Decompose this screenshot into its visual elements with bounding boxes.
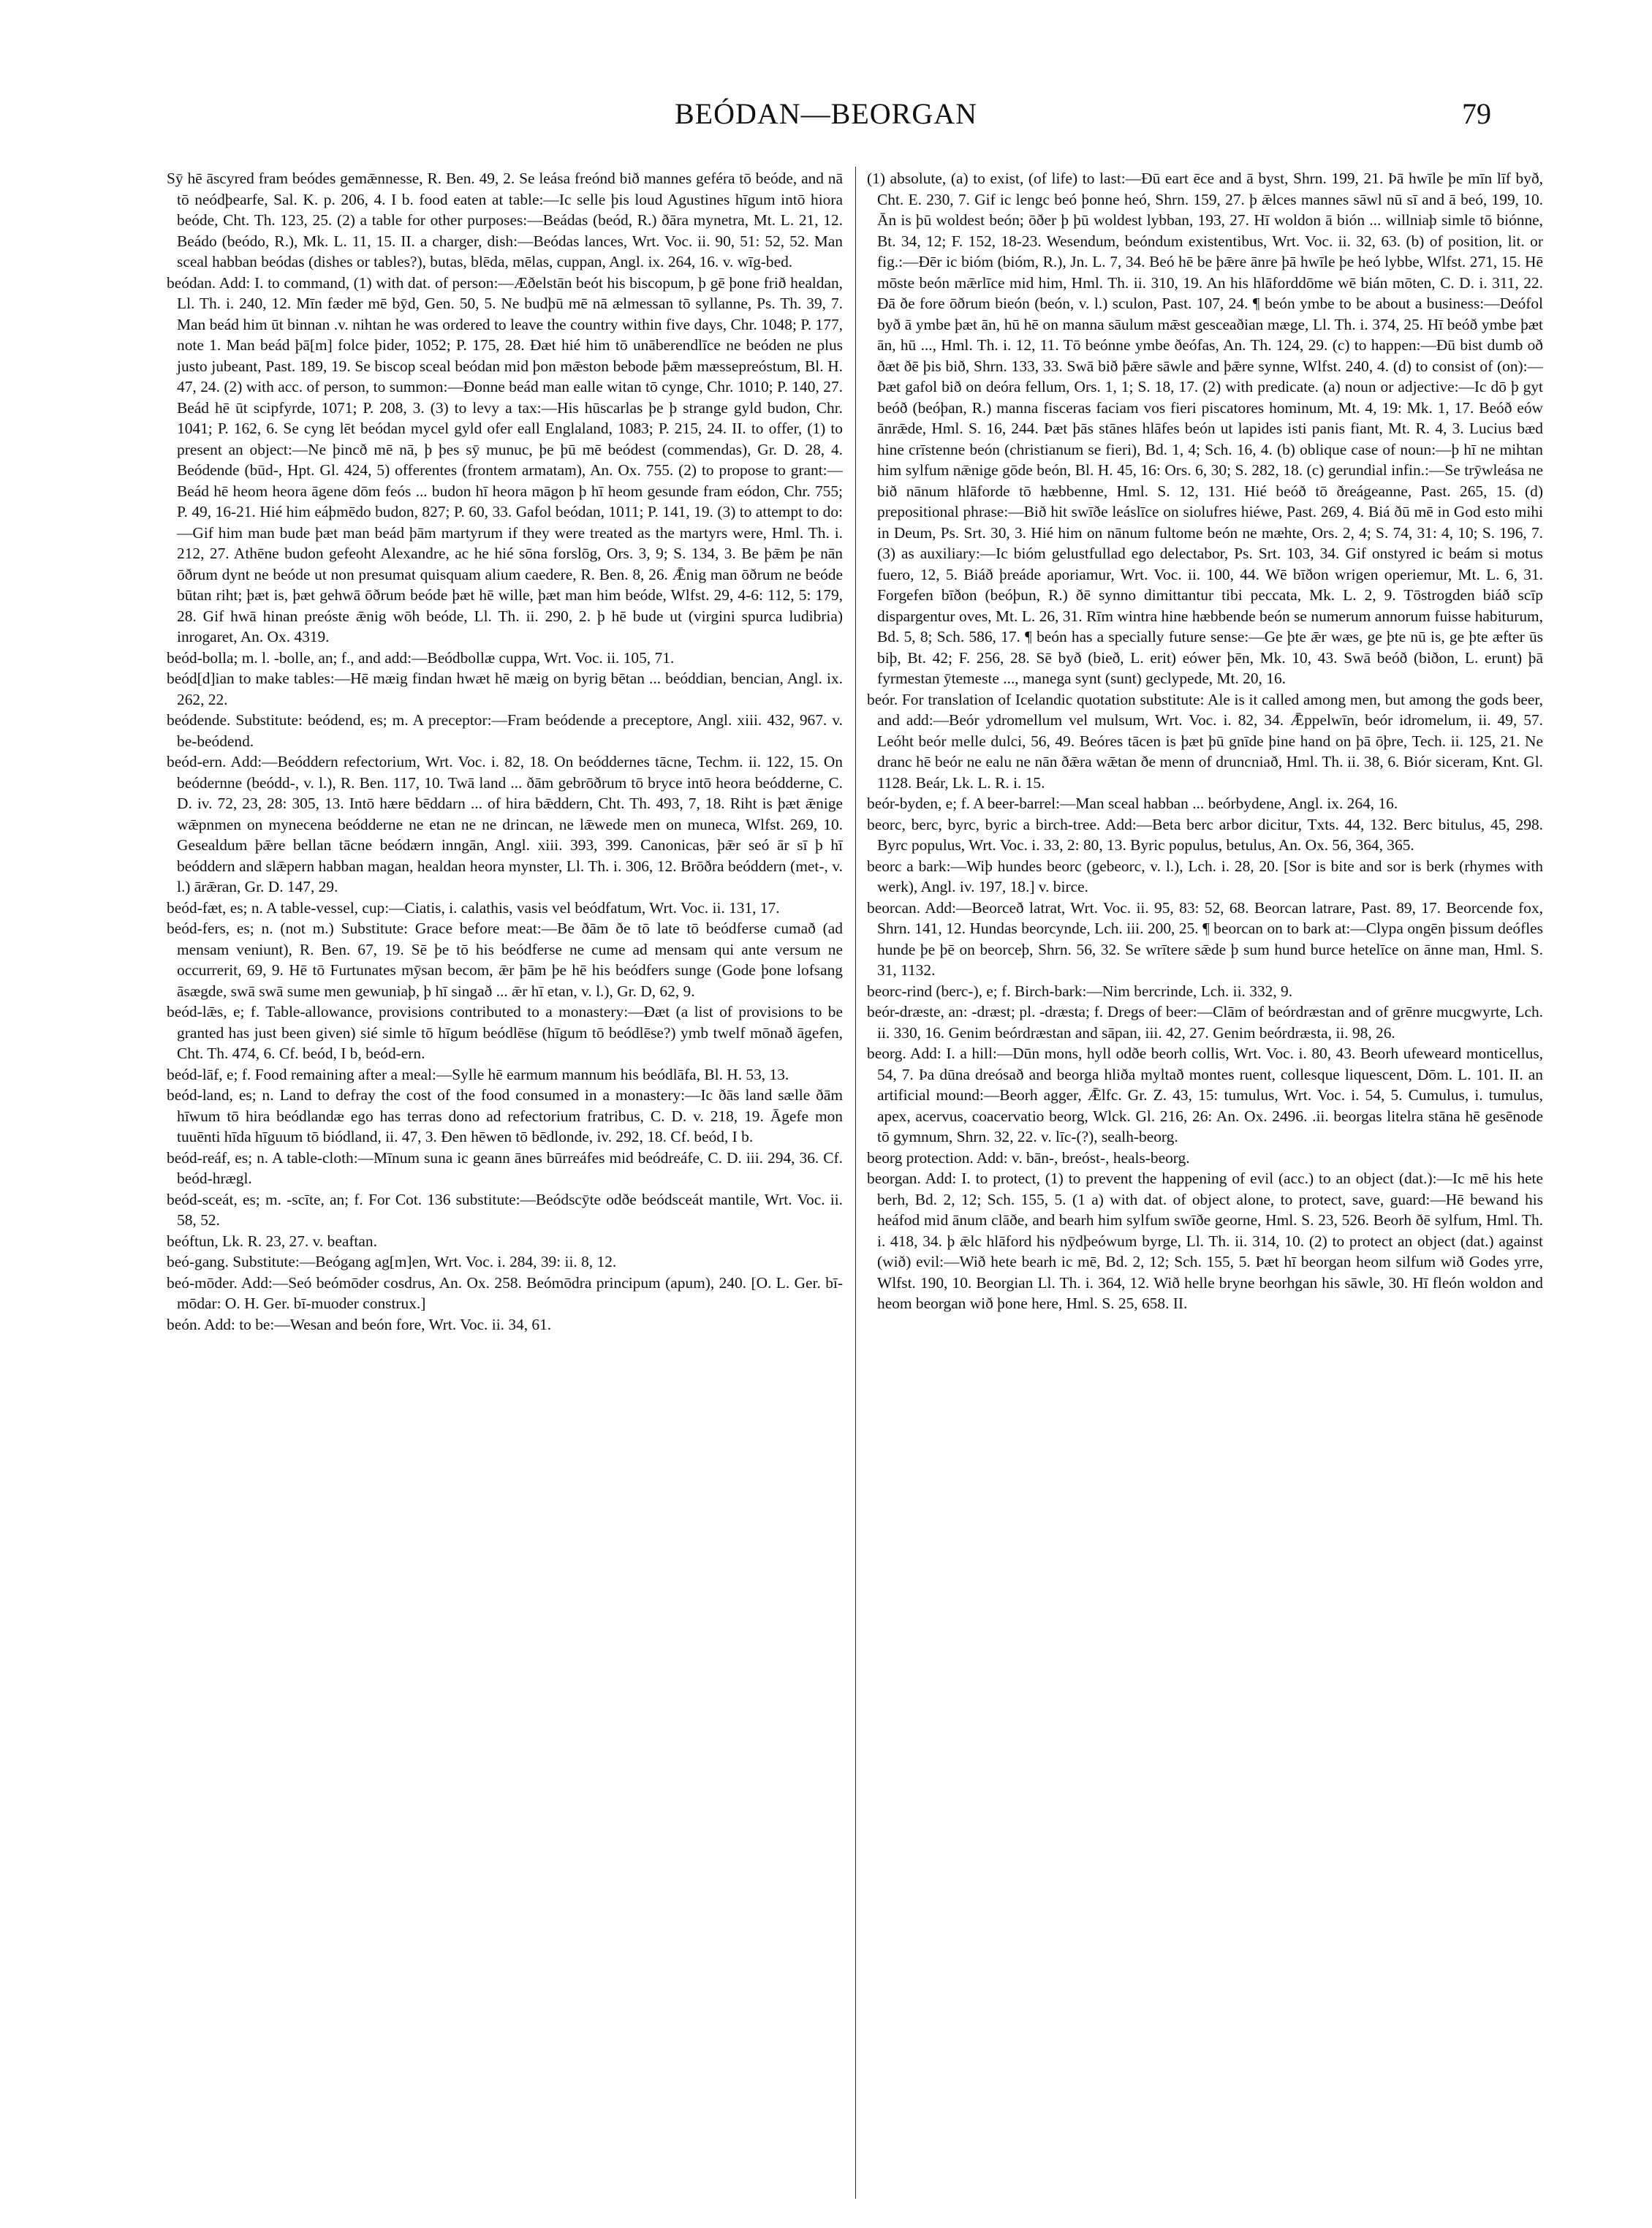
right-column	[867, 168, 1543, 2200]
dictionary-entry: beorgan. Add: I. to protect, (1) to prevent the happening of evil (acc.) to an object (dat.):—Ic mē his hete berh, Bd. 2, 12; Sch. 155, 5. (1 a) with dat. of object alone, to protect, save, guard:—Hē bewand his heáfod mid ānum clāðe, and bearh him sylfum swīðe georne, Hml. S. 23, 526. Beorh ðē sylfum, Hml. Th. i. 418, 34. þ ǣlc hlāford his nȳdþeówum byrge, Ll. Th. ii. 314, 10. (2) to protect an object (dat.) against (wið) evil:—Wið hete bearh ic mē, Bd. 2, 12; Sch. 155, 5. Þæt hī beorgan heom silfum wið Godes yrre, Wlfst. 190, 10. Beorgian Ll. Th. i. 364, 12. Wið helle bryne beorhgan his sāwle, 30. Hī fleón woldon and heom beorgan wið þone here, Hml. S. 25, 658. II.	[867, 1170, 1543, 1312]
dictionary-entry: beorc-rind (berc-), e; f. Birch-bark:—Nim bercrinde, Lch. ii. 332, 9.	[867, 982, 1293, 1000]
dictionary-entry: (1) absolute, (a) to exist, (of life) to last:—Ðū eart ēce and ā byst, Shrn. 199, 21. Þā hwīle þe mīn līf byð, Cht. E. 230, 7. Gif ic lengc beó þonne heó, Shrn. 159, 27. þ ǣlces mannes sāwl nū sī and ā beó, 199, 10. Ān is þū woldest beón; ōðer þ þū woldest lybban, 193, 27. Hī woldon ā bión ... willniaþ simle tō biónne, Bt. 34, 12; F. 152, 18-23. Wesendum, beóndum existentibus, Wrt. Voc. ii. 32, 63. (b) of position, lit. or fig.:—Ðēr ic bióm (bióm, R.), Jn. L. 7, 34. Beó hē be þǣre ānre þā hwīle þe heó lybbe, Wlfst. 271, 15. Hē mōste beón mǣrlīce mid him, Hml. Th. ii. 310, 19. An his hlāforddōme wē bián mōten, C. D. i. 311, 22. Ðā ðe fore ōðrum bieón (beón, v. l.) sculon, Past. 107, 24. ¶ beón ymbe to be about a business:—Deófol byð ā ymbe þæt ān, hū hē on manna sāulum mǣst gesceaðian mæge, Ll. Th. i. 374, 25. Hī beóð ymbe þæt ān, hū ..., Hml. Th. i. 12, 11. Tō beónne ymbe ðeófas, An. Th. 124, 29. (c) to happen:—Ðū bist dumb oð ðæt ðē þis bið, Shrn. 133, 33. Swā bið þǣre sāwle and þǣre synne, Wlfst. 240, 4. (d) to consist of (on):—Þæt gafol bið on deóra fellum, Ors. 1, 1; S. 18, 17. (2) with predicate. (a) noun or adjective:—Ic dō þ gyt beóð (beóþan, R.) manna fisceras faciam vos fieri piscatores hominum, Mt. 4, 19: Mk. 1, 17. Beóð eów ānrǣde, Hml. S. 16, 244. Þæt þās stānes hlāfes beón ut lapides isti panis fiant, Mt. R. 4, 3. Lucius bæd hine crīstenne beón (christianum se fieri), Bd. 1, 4; Sch. 16, 4. (b) oblique case of noun:—þ hī ne mihtan him sylfum nǣnige gōde beón, Bl. H. 45, 16: Ors. 6, 30; S. 282, 18. (c) gerundial infin.:—Se trȳwleása ne bið nānum hlāforde tō hæbbenne, Hml. S. 12, 131. Hié beóð tō ðreágeanne, Past. 265, 15. (d) prepositional phrase:—Bið hit swīðe leáslīce on siolufres hiéwe, Past. 269, 4. Biá ðū mē in God esto mihi in Deum, Ps. Srt. 30, 3. Hié him on nānum fultome beón ne mæhte, Ors. 2, 4; S. 74, 31: 4, 10; S. 196, 7. (3) as auxiliary:—Ic bióm gelustfullad ego delectabor, Ps. Srt. 103, 34. Gif onstyred ic beám si motus fuero, 12, 5. Biáð þreáde aporiamur, Wrt. Voc. ii. 100, 44. Wē bīðon wrigen operiemur, Mt. L. 6, 31. Forgefen bīðon (beóþun, R.) ðē synno dimittantur tibi peccata, Mk. L. 2, 9. Tōstrogden biáð scīp dispargentur oves, Mt. L. 26, 31. Rīm wintra hine hæbbende beón se numerum annorum fuisse habiturum, Bd. 5, 8; Sch. 586, 17. ¶ beón has a specially future sense:—Ge þte ǣr wæs, ge þte nū is, ge þte æfter ūs biþ, Bt. 42; F. 256, 28. Sē byð (bieð, L. erit) eówer þēn, Mk. 10, 43. Swā beóð (biðon, L. erunt) þā fyrmestan ȳtemeste ..., manega synt (sunt) geclypede, Mt. 20, 16.	[867, 170, 1543, 687]
dictionary-entry: Sȳ hē āscyred fram beódes gemǣnnesse, R. Ben. 49, 2. Se leása freónd bið mannes geféra tō beóde, and nā tō neódþearfe, Sal. K. p. 206, 4. I b. food eaten at table:—Ic selle þis loud Agustines hīgum intō hiora beóde, Cht. Th. 123, 25. (2) a table for other purposes:—Beádas (beód, R.) ðāra mynetra, Mt. L. 21, 12. Beádo (beódo, R.), Mk. L. 11, 15. II. a charger, dish:—Beódas lances, Wrt. Voc. ii. 90, 51: 52, 52. Man sceal habban beódas (dishes or tables?), butas, blēda, mēlas, cuppan, Angl. ix. 264, 16. v. wīg-bed.	[167, 170, 843, 270]
dictionary-entry: beór-byden, e; f. A beer-barrel:—Man sceal habban ... beórbydene, Angl. ix. 264, 16.	[867, 795, 1398, 812]
dictionary-entry: beód[d]ian to make tables:—Hē mæig findan hwæt hē mæig on byrig bētan ... beóddian, bencian, Angl. ix. 262, 22.	[167, 670, 843, 708]
dictionary-entry: beorc, berc, byrc, byric a birch-tree. Add:—Beta berc arbor dicitur, Txts. 44, 132. Berc bitulus, 45, 298. Byrc populus, Wrt. Voc. i. 33, 2: 80, 13. Byric populus, betulus, An. Ox. 56, 364, 365.	[867, 815, 1543, 854]
dictionary-entry: beód-fers, es; n. (not m.) Substitute: Grace before meat:—Be ðām ðe tō late tō beódferse cumað (ad mensam veniunt), R. Ben. 67, 19. Sē þe tō his beódferse ne cume ad mensam qui ante versum ne occurrerit, 69, 9. Hē tō Furtunates mȳsan becom, ǣr þām þe hē his beódfers sunge (Gode þone lofsang āsægde, swā swā sume men gewuniaþ, þ hī singað ... ǣr hī etan, v. l.), Gr. D, 62, 9.	[167, 920, 843, 1000]
dictionary-entry: beód-reáf, es; n. A table-cloth:—Mīnum suna ic geann ānes būrreáfes mid beódreáfe, C. D. iii. 294, 36. Cf. beód-hrægl.	[167, 1148, 843, 1187]
dictionary-entry: beó-gang. Substitute:—Beógang ag[m]en, Wrt. Voc. i. 284, 39: ii. 8, 12.	[167, 1253, 617, 1270]
dictionary-entry: beór. For translation of Icelandic quotation substitute: Ale is it called among men, but among the gods beer, and add:—Beór ydromellum vel mulsum, Wrt. Voc. i. 82, 34. Ǣppelwīn, beór idromelum, ii. 49, 57. Leóht beór melle dulci, 56, 49. Beóres tācen is þæt þū gnīde þine hand on þā ōþre, Tech. ii. 125, 21. Ne dranc hē beór ne ealu ne nān ðǣra wǣtan ðe menn of druncniað, Hml. Th. ii. 38, 6. Biór siceram, Knt. Gl. 1128. Beár, Lk. L. R. i. 15.	[867, 690, 1543, 792]
page-number: 79	[1462, 97, 1491, 130]
dictionary-entry: beón. Add: to be:—Wesan and beón fore, Wrt. Voc. ii. 34, 61.	[167, 1315, 552, 1333]
page-header	[0, 94, 1652, 137]
dictionary-entry: beorcan. Add:—Beorceð latrat, Wrt. Voc. ii. 95, 83: 52, 68. Beorcan latrare, Past. 89, 17. Beorcende fox, Shrn. 141, 12. Hundas beorcynde, Lch. iii. 200, 25. ¶ beorcan on to bark at:—Clypa ongēn þissum deófles hunde þe þē on beorceþ, Shrn. 56, 32. Se wrītere sǣde þ sum hund burce hetelīce on ānne man, Hml. S. 31, 1132.	[867, 898, 1543, 979]
dictionary-entry: beód-land, es; n. Land to defray the cost of the food consumed in a monastery:—Ic ðās land sælle ðām hīwum tō hira beódlandæ ego has terras dono ad refectorium fratribus, C. D. v. 218, 19. Āgefe mon tuuēnti hīda hīguum tō biódland, ii. 47, 3. Ðen hēwen tō bēdlonde, iv. 292, 18. Cf. beód, I b.	[167, 1086, 843, 1145]
dictionary-entry: beóftun, Lk. R. 23, 27. v. beaftan.	[167, 1232, 377, 1250]
dictionary-entry: beódan. Add: I. to command, (1) with dat. of person:—Æðelstān beót his biscopum, þ gē þone frið healdan, Ll. Th. i. 240, 12. Mīn fæder mē bȳd, Gen. 50, 5. Ne budþū mē nā ælmessan tō syllanne, Ps. Th. 39, 7. Man beád him ūt binnan .v. nihtan he was ordered to leave the country within five days, Chr. 1048; P. 177, note 1. Man beád þā[m] folce þider, 1052; P. 175, 28. Ðæt hié him tō unāberendlīce ne beóden ne plus justo jubeant, Past. 189, 19. Se biscop sceal beódan mid þon mǣston bebode þǣm mæssepreóstum, Bl. H. 47, 24. (2) with acc. of person, to summon:—Ðonne beád man ealle witan tō cynge, Chr. 1010; P. 140, 27. Beád hē ūt scipfyrde, 1071; P. 208, 3. (3) to levy a tax:—His hūscarlas þe þ strange gyld budon, Chr. 1041; P. 162, 6. Se cyng lēt beódan mycel gyld ofer eall Englaland, 1083; P. 215, 24. II. to offer, (1) to present an object:—Ne þincð mē nā, þ þes sȳ munuc, þe þū mē beódest (commendas), Gr. D. 28, 4. Beódende (būd-, Hpt. Gl. 424, 5) offerentes (frontem armatam), An. Ox. 755. (2) to propose to grant:—Beád hē heom heora āgene dōm feós ... budon hī heora māgon þ hī heom gesunde fram eódon, Chr. 755; P. 49, 16-21. Hié him eáþmēdo budon, 827; P. 60, 33. Gafol beódan, 1011; P. 141, 19. (3) to attempt to do:—Gif him man bude þæt man beád þām martyrum if they were treated as the martyrs were, Hml. Th. i. 212, 27. Athēne budon gefeoht Alexandre, ac he hié sōna forslōg, Ors. 3, 9; S. 134, 3. Be þǣm þe nān ōðrum dynt ne beóde ut non presumat quisquam alium caedere, R. Ben. 8, 26. Ǣnig man ōðrum ne beóde būtan riht; þæt is, þæt gehwā ōðrum beóde þæt hē wille, þæt man him beóde, Wlfst. 29, 4-6: 112, 5: 179, 28. Gif hwā hinan preóste ǣnig wōh beóde, Ll. Th. ii. 290, 2. þ hē bude ut (virgini spurca ludibria) inrogaret, An. Ox. 4319.	[167, 273, 843, 645]
column-divider	[855, 167, 856, 2199]
dictionary-entry: beód-lǣs, e; f. Table-allowance, provisions contributed to a monastery:—Ðæt (a list of provisions to be granted has just been given) sié simle tō hīgum beódlēse (hīgum tō beódlēse?) ymb twelf mōnað āgefen, Cht. Th. 474, 6. Cf. beód, I b, beód-ern.	[167, 1003, 843, 1062]
left-column	[167, 168, 843, 2200]
dictionary-entry: beód-lāf, e; f. Food remaining after a meal:—Sylle hē earmum mannum his beódlāfa, Bl. H. 53, 13.	[167, 1065, 789, 1083]
running-head: BEÓDAN—BEORGAN	[675, 97, 977, 130]
dictionary-entry: beódende. Substitute: beódend, es; m. A preceptor:—Fram beódende a preceptore, Angl. xiii. 432, 967. v. be-beódend.	[167, 711, 843, 750]
dictionary-entry: beorg. Add: I. a hill:—Dūn mons, hyll odðe beorh collis, Wrt. Voc. i. 80, 43. Beorh ufeweard monticellus, 54, 7. Þa dūna dreósað and beorga hliða myltað montes ruent, collesque liquescent, Dōm. L. 101. II. an artificial mound:—Beorh agger, Ǣlfc. Gr. Z. 43, 15: tumulus, Wrt. Voc. i. 54, 5. Cumulus, i. tumulus, apex, acervus, coacervatio beorg, Wlck. Gl. 216, 26: An. Ox. 2496. .ii. beorgas litelra stāna hē gesēnode tō gymnum, Shrn. 32, 22. v. līc-(?), sealh-beorg.	[867, 1045, 1543, 1145]
dictionary-entry: beód-fæt, es; n. A table-vessel, cup:—Ciatis, i. calathis, vasis vel beódfatum, Wrt. Voc. ii. 131, 17.	[167, 898, 780, 917]
dictionary-entry: beorg protection. Add: v. bān-, breóst-, heals-beorg.	[867, 1148, 1190, 1167]
dictionary-entry: beorc a bark:—Wiþ hundes beorc (gebeorc, v. l.), Lch. i. 28, 20. [Sor is bite and sor is berk (rhymes with werk), Angl. iv. 197, 18.] v. birce.	[867, 857, 1543, 895]
dictionary-entry: beód-bolla; m. l. -bolle, an; f., and add:—Beódbollæ cuppa, Wrt. Voc. ii. 105, 71.	[167, 648, 675, 667]
dictionary-entry: beód-sceát, es; m. -scīte, an; f. For Cot. 136 substitute:—Beódscȳte odðe beódsceát mantile, Wrt. Voc. ii. 58, 52.	[167, 1190, 843, 1229]
dictionary-entry: beór-dræste, an: -dræst; pl. -dræsta; f. Dregs of beer:—Clām of beórdræstan and of grēnre mucgwyrte, Lch. ii. 330, 16. Genim beórdræstan and sāpan, iii. 42, 27. Genim beórdræsta, ii. 98, 26.	[867, 1003, 1543, 1042]
dictionary-entry: beó-mōder. Add:—Seó beómōder cosdrus, An. Ox. 258. Beómōdra principum (apum), 240. [O. L. Ger. bī-mōdar: O. H. Ger. bī-muoder construx.]	[167, 1273, 843, 1312]
dictionary-entry: beód-ern. Add:—Beóddern refectorium, Wrt. Voc. i. 82, 18. On beóddernes tācne, Techm. ii. 122, 15. On beódernne (beódd-, v. l.), R. Ben. 117, 10. Twā land ... ðām gebrōðrum tō bryce intō heora beódderne, C. D. iv. 72, 23, 28: 305, 13. Intō hære bēddarn ... of hira bǣddern, Cht. Th. 493, 7, 18. Riht is þæt ǣnige wǣpnmen on mynecena beódderne ne etan ne ne drincan, ne lǣwede men on muneca, Wlfst. 269, 10. Gesealdum þǣre bellan tācne beódærn inngān, Angl. xiii. 393, 399. Canonicas, þǣr seó ār sī þ hī beóddern and slǣpern habban magan, healdan heora mynster, Ll. Th. i. 306, 12. Brōðra beóddern (met-, v. l.) ārǣran, Gr. D. 147, 29.	[167, 753, 843, 895]
